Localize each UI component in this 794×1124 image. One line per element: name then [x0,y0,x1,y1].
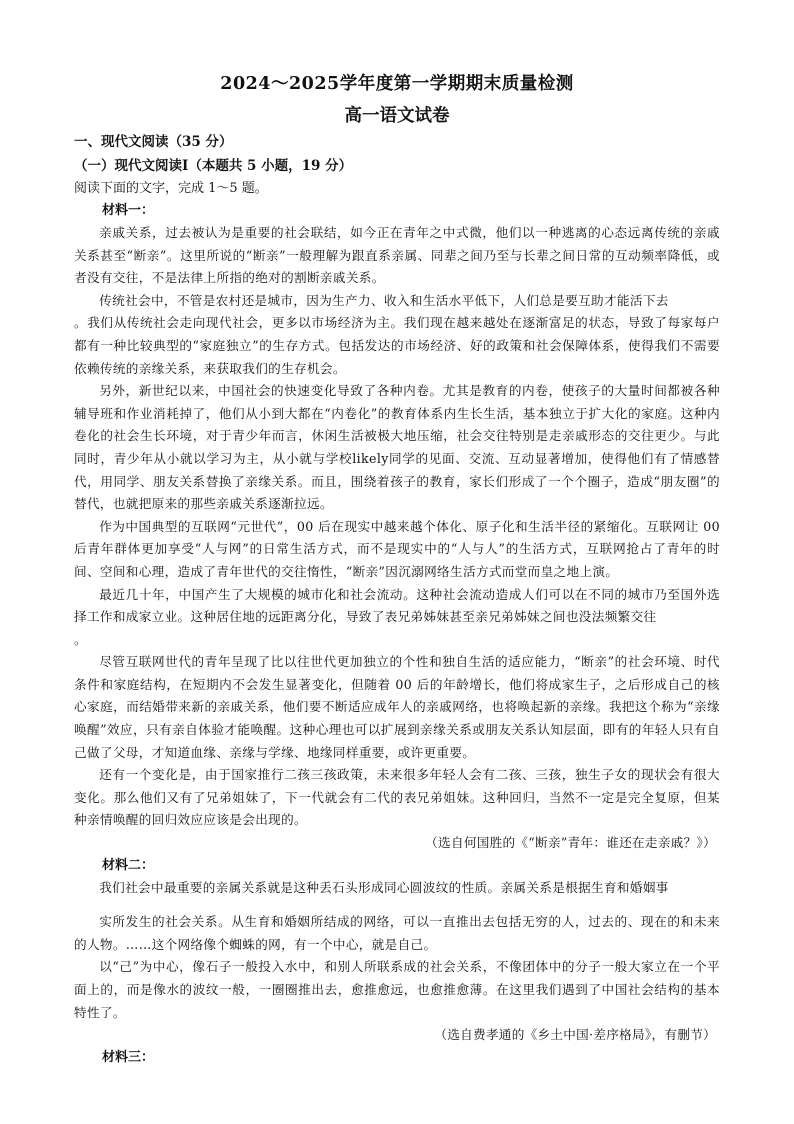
exam-title: 2024～2025学年度第一学期期末质量检测 [220,74,574,94]
material-1-source: （选自何国胜的《“断亲”青年：谁还在走亲戚？》） [425,835,716,851]
material-1-paragraph: 传统社会中，不管是农村还是城市，因为生产力、收入和生活水平低下，人们总是要互助才能活下去 [99,292,669,308]
material-1-paragraph: 还有一个变化是，由于国家推行二孩三孩政策，未来很多年轻人会有二孩、三孩，独生子女的现状会有很大变化。那么他们又有了兄弟姐妹了，下一代就会有二代的表兄弟姐妹。这种回归，当然不一定是完全复原，但某种亲情唤醒的回归效应应该是会出现的。 [74,767,720,828]
exam-subtitle: 高一语文试卷 [344,106,450,126]
material-2-label: 材料二： [102,857,155,873]
material-2-paragraph: 实所发生的社会关系。从生育和婚姻所结成的网络，可以一直推出去包括无穷的人，过去的、现在的和未来的人物。……这个网络像个蜘蛛的网，有一个中心，就是自己。 [74,914,720,952]
paragraph-spacer [74,899,720,911]
material-1-paragraph: 尽管互联网世代的青年呈现了比以往世代更加独立的个性和独自生活的适应能力，“断亲”的社会环境、时代条件和家庭结构，在短期内不会发生显著变化，但随着 00 后的年龄增长，他们将成家生子，之后形成自己的核心家庭，而结婚带来新的亲戚关系，他们要不断适应成年人的亲戚网络，也将唤起新的亲缘。我把这个称为“亲缘唤醒”效应，只有亲自体验才能唤醒。这种心理也可以扩展到亲缘关系或朋友关系认知层面，即有的年轻人只有自己做了父母，才知道血缘、亲缘与学缘、地缘同样重要，或许更重要。 [74,654,720,760]
material-2-paragraph: 以“己”为中心，像石子一般投入水中，和别人所联系成的社会关系，不像团体中的分子一般大家立在一个平面上的，而是像水的波纹一般，一圈圈推出去，愈推愈远，也愈推愈薄。在这里我们遇到了中国社会结构的基本特性了。 [74,959,720,1020]
subsection-heading: （一）现代文阅读Ⅰ（本题共 5 小题，19 分） [74,158,353,174]
material-1-paragraph: 另外，新世纪以来，中国社会的快速变化导致了各种内卷。尤其是教育的内卷，使孩子的大量时间都被各种辅导班和作业消耗掉了，他们从小到大都在“内卷化”的教育体系内生长生活，基本独立于扩大化的家庭。这种内卷化的社会生长环境，对于青少年而言，休闲生活被极大地压缩，社会交往特别是走亲戚形态的交往更少。与此同时，青少年从小就以学习为主，从小就与学校likely同学的见面、交流、互动显著增加，使得他们有了情感替代，用同学、朋友关系替换了亲缘关系。而且，围绕着孩子的教育，家长们形成了一个个圈子，造成“朋友圈”的替代，也就把原来的那些亲戚关系逐渐拉远。 [74,383,720,512]
material-2-source: （选自费孝通的《乡土中国·差序格局》，有删节） [434,1027,716,1043]
material-1-label: 材料一： [102,203,155,218]
material-2-paragraph: 我们社会中最重要的亲属关系就是这种丢石头形成同心圆波纹的性质。亲属关系是根据生育和婚姻事 [99,879,669,895]
exam-page [74,66,720,1069]
reading-instruction: 阅读下面的文字，完成 1～5 题。 [74,181,268,196]
material-1-paragraph: 亲戚关系，过去被认为是重要的社会联结，如今正在青年之中式微，他们以一种逃离的心态远离传统的亲戚关系甚至“断亲”。这里所说的“断亲”一般理解为跟直系亲属、同辈之间乃至与长辈之间日常的互动频率降低，或者没有交往，不是法律上所指的绝对的割断亲戚关系。 [74,225,720,286]
material-1-paragraph: 。我们从传统社会走向现代社会，更多以市场经济为主。我们现在越来越处在逐渐富足的状态，导致了每家每户都有一种比较典型的“家庭独立”的生存方式。包括发达的市场经济、好的政策和社会保障体系，使得我们不需要依赖传统的亲缘关系，来获取我们的生存机会。 [74,315,720,376]
section-heading: 一、现代文阅读（35 分） [74,134,233,150]
material-1-paragraph: 作为中国典型的互联网“元世代”，00 后在现实中越来越个体化、原子化和生活半径的紧缩化。互联网让 00 后青年群体更加享受“人与网”的日常生活方式，而不是现实中的“人与人”的生活方式，互联网抢占了青年的时间、空间和心理，造成了青年世代的交往惰性，“断亲”因沉溺网络生活方式而堂而皇之地上演。 [74,518,720,579]
material-1-paragraph: 最近几十年，中国产生了大规模的城市化和社会流动。这种社会流动造成人们可以在不同的城市乃至国外选择工作和成家立业。这种居住地的远距离分化，导致了表兄弟姊妹甚至亲兄弟姊妹之间也没法频繁交往 [74,586,720,625]
material-3-label: 材料三： [102,1049,155,1065]
material-1-paragraph: 。 [74,631,87,647]
